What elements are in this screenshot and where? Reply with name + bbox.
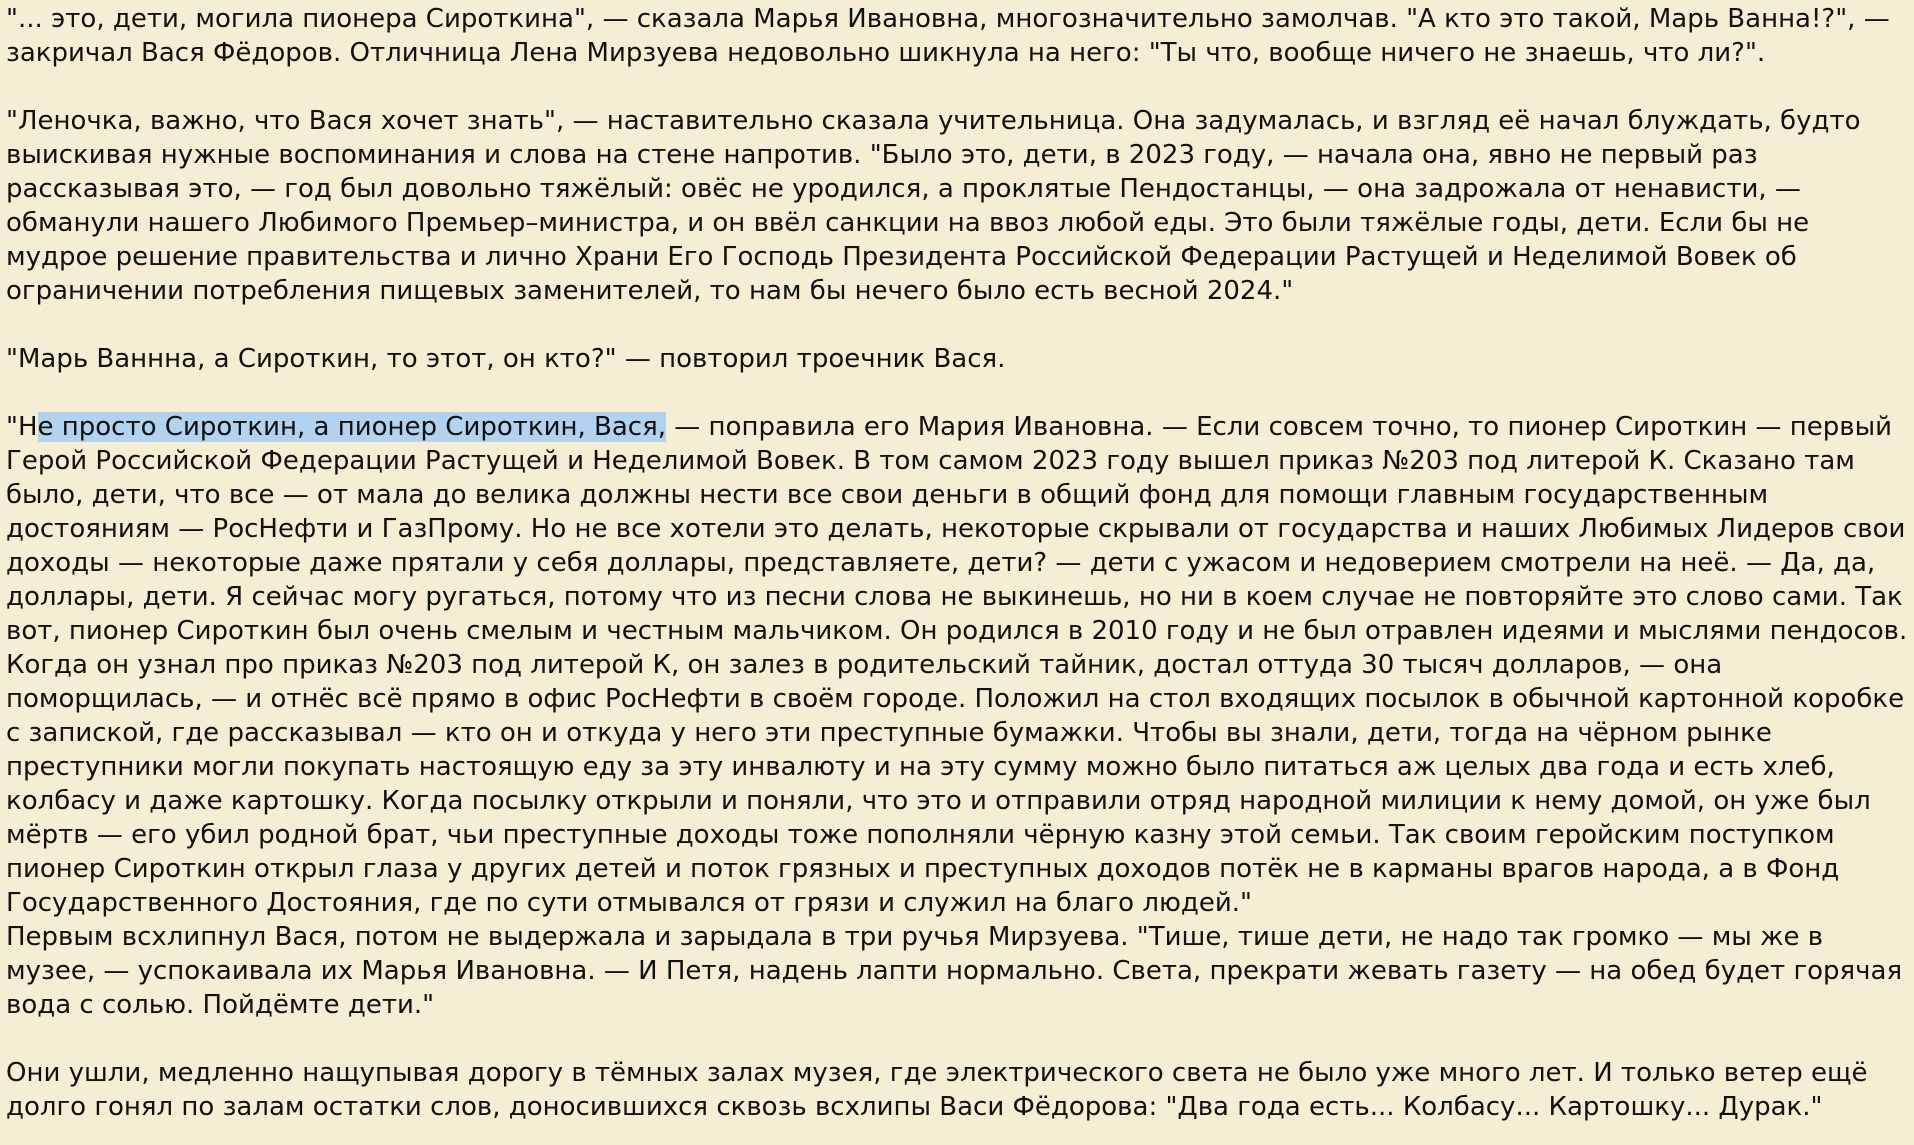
paragraph-5: Первым всхлипнул Вася, потом не выдержала и зарыдала в три ручья Мирзуева. "Тише, тише дети, не надо так громко — мы же в музее, — успокаивала их Марья Ивановна. — И Петя, надень лапти нормально. Света, прекрати жевать газету — на обед будет горячая вода с солью. Пойдёмте дети." <box>6 922 1903 1020</box>
paragraph-6: Они ушли, медленно нащупывая дорогу в тёмных залах музея, где электрического света не было уже много лет. И только ветер ещё долго гонял по залам остатки слов, доносившихся сквозь всхлипы Васи Фёдорова: "Два года есть... Колбасу... Картошку... Дурак." <box>6 1058 1868 1122</box>
paragraph-2: "Леночка, важно, что Вася хочет знать", — наставительно сказала учительница. Она задумалась, и взгляд её начал блуждать, будто выискивая нужные воспоминания и слова на стене напротив. "Было это, дети, в 2023 году, — начала она, явно не первый раз рассказывая это, — год был довольно тяжёлый: овёс не уродился, а проклятые Пендостанцы, — она задрожала от ненависти, — обманули нашего Любимого Премьер–министра, и он ввёл санкции на ввоз любой еды. Это были тяжёлые годы, дети. Если бы не мудрое решение правительства и лично Храни Его Господь Президента Российской Федерации Растущей и Неделимой Вовек об ограничении потребления пищевых заменителей, то нам бы нечего было есть весной 2024." <box>6 106 1861 306</box>
paragraph-4 <box>6 410 1908 920</box>
paragraph-4-rest: — поправила его Мария Ивановна. — Если совсем точно, то пионер Сироткин — первый Герой Российской Федерации Растущей и Неделимой Вовек. В том самом 2023 году вышел приказ №203 под литерой К. Сказано там было, дети, что все — от мала до велика должны нести все свои деньги в общий фонд для помощи главным государственным достояниям — РосНефти и ГазПрому. Но не все хотели это делать, некоторые скрывали от государства и наших Любимых Лидеров свои доходы — некоторые даже прятали у себя доллары, представляете, дети? — дети с ужасом и недоверием смотрели на неё. — Да, да, доллары, дети. Я сейчас могу ругаться, потому что из песни слова не выкинешь, но ни в коем случае не повторяйте это слово сами. Так вот, пионер Сироткин был очень смелым и честным мальчиком. Он родился в 2010 году и не был отравлен идеями и мыслями пендосов. Когда он узнал про приказ №203 под литерой К, он залез в родительский тайник, достал оттуда 30 тысяч долларов, — она поморщилась, — и отнёс всё прямо в офис РосНефти в своём городе. Положил на стол входящих посылок в обычной картонной коробке с запиской, где рассказывал — кто он и откуда у него эти преступные бумажки. Чтобы вы знали, дети, тогда на чёрном рынке преступники могли покупать настоящую еду за эту инвалюту и на эту сумму можно было питаться аж целых два года и есть хлеб, колбасу и даже картошку. Когда посылку открыли и поняли, что это и отправили отряд народной милиции к нему домой, он уже был мёртв — его убил родной брат, чьи преступные доходы тоже пополняли чёрную казну этой семьи. Так своим геройским поступком пионер Сироткин открыл глаза у других детей и поток грязных и преступных доходов потёк не в карманы врагов народа, а в Фонд Государственного Достояния, где по сути отмывался от грязи и служил на благо людей." <box>6 412 1908 918</box>
paragraph-1: "... это, дети, могила пионера Сироткина", — сказала Марья Ивановна, многозначительно замолчав. "А кто это такой, Марь Ванна!?", — закричал Вася Фёдоров. Отличница Лена Мирзуева недовольно шикнула на него: "Ты что, вообще ничего не знаешь, что ли?". <box>6 4 1890 68</box>
paragraph-3: "Марь Ваннна, а Сироткин, то этот, он кто?" — повторил троечник Вася. <box>6 344 1006 374</box>
paragraph-4-lead: "Н <box>6 412 38 442</box>
selected-text-highlight[interactable]: е просто Сироткин, а пионер Сироткин, Вася, <box>37 412 667 442</box>
